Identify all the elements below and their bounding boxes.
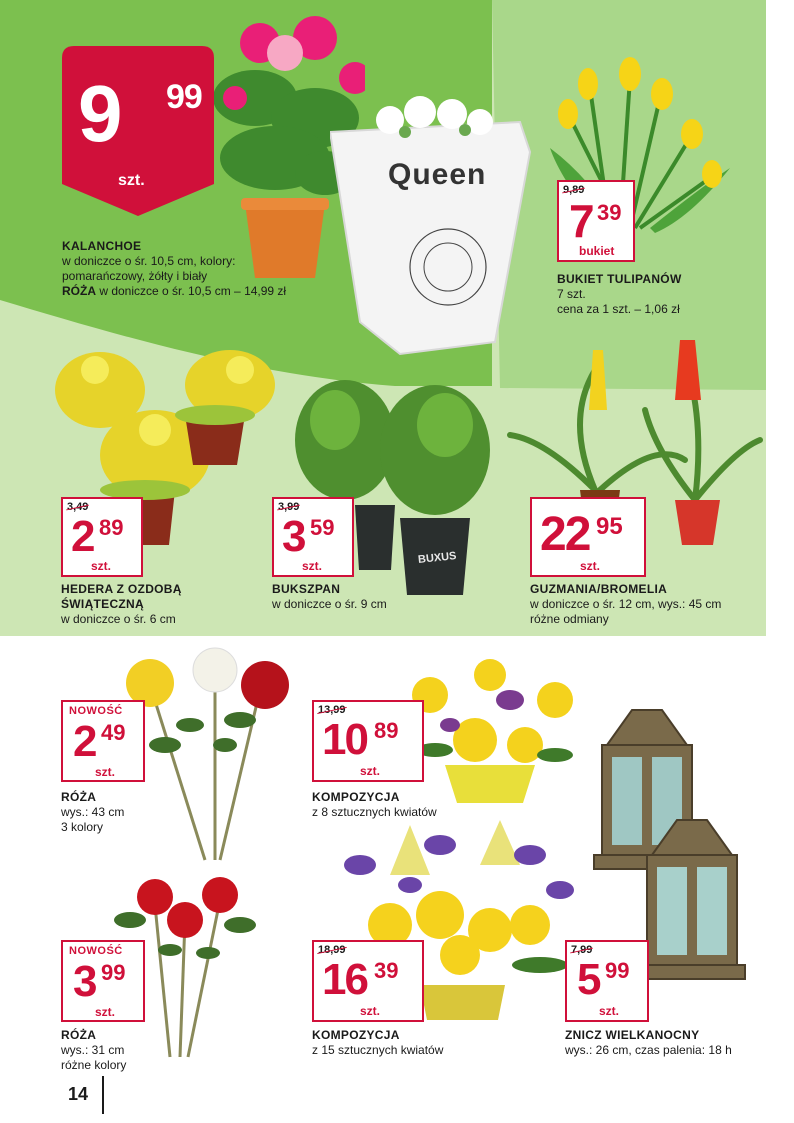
price-main: 5 [577, 955, 600, 1004]
price-main: 2 [73, 717, 96, 766]
product-desc-line: wys.: 26 cm, czas palenia: 18 h [565, 1043, 732, 1057]
price-tag-kompozycja15 [312, 940, 424, 1022]
caption-kompozycja15 [312, 1028, 443, 1058]
caption-guzmania [530, 582, 721, 627]
price-main: 16 [322, 955, 367, 1004]
price-unit: szt. [95, 765, 116, 779]
product-name: GUZMANIA/BROMELIA [530, 582, 668, 596]
caption-bukszpan [272, 582, 387, 612]
price-cents: 99 [166, 78, 202, 116]
price-tag-znicz [565, 940, 649, 1022]
price-cents: 95 [596, 513, 623, 540]
old-price: 9,89 [563, 184, 585, 196]
price-tag-tulipany [557, 180, 635, 262]
price-main: 10 [322, 715, 367, 764]
price-tag-roza43 [61, 700, 145, 782]
price-unit: szt. [302, 559, 323, 573]
product-desc-line: cena za 1 szt. – 1,06 zł [557, 302, 680, 316]
product-desc-line: w doniczce o śr. 12 cm, wys.: 45 cm [530, 597, 722, 611]
price-cents: 89 [374, 718, 399, 743]
composition-8-flowers-image [405, 655, 580, 805]
product-desc-line: różne odmiany [530, 612, 609, 626]
price-cents: 99 [605, 958, 630, 983]
price-unit: szt. [599, 1004, 620, 1018]
price-cents: 99 [101, 960, 126, 985]
caption-kalanchoe [62, 239, 286, 299]
page-number-divider [102, 1076, 104, 1114]
product-desc-line: z 8 sztucznych kwiatów [312, 805, 437, 819]
price-unit: szt. [95, 1005, 116, 1019]
price-main: 3 [73, 957, 96, 1006]
extra-bold-name: RÓŻA [62, 284, 96, 298]
price-unit: szt. [91, 559, 112, 573]
price-cents: 89 [99, 515, 124, 540]
buxus-pot-label: BUXUS [417, 550, 458, 566]
price-tag-guzmania [530, 497, 646, 577]
price-badge-kalanchoe [62, 46, 214, 216]
product-desc-line: w doniczce o śr. 10,5 cm, kolory: [62, 254, 236, 268]
price-unit: szt. [360, 1004, 381, 1018]
roses-three-colors-image [120, 645, 300, 865]
product-desc-line: z 15 sztucznych kwiatów [312, 1043, 444, 1057]
product-desc-line: wys.: 43 cm [61, 805, 125, 819]
new-badge: NOWOŚĆ [69, 705, 123, 717]
product-name: BUKSZPAN [272, 582, 341, 596]
price-unit: szt. [118, 172, 145, 189]
old-price: 18,99 [318, 944, 346, 956]
price-main: 7 [569, 195, 593, 247]
product-name: RÓŻA [61, 1028, 97, 1042]
queen-brand-label: Queen [388, 158, 487, 191]
price-tag-bukszpan [272, 497, 354, 577]
product-name: KALANCHOE [62, 239, 142, 253]
caption-hedera [61, 582, 182, 627]
caption-roza43 [61, 790, 124, 835]
price-main: 2 [71, 512, 94, 561]
price-unit: bukiet [579, 244, 615, 258]
price-main: 3 [282, 512, 305, 561]
product-name-line: ŚWIĄTECZNĄ [61, 597, 144, 611]
product-desc-line: w doniczce o śr. 9 cm [272, 597, 387, 611]
price-unit: szt. [360, 764, 381, 778]
product-name-line: HEDERA Z OZDOBĄ [61, 582, 182, 596]
price-tag-hedera [61, 497, 143, 577]
product-desc-line: 3 kolory [61, 820, 104, 834]
caption-tulipany [557, 272, 682, 317]
product-name: KOMPOZYCJA [312, 790, 400, 804]
price-unit: szt. [580, 559, 601, 573]
caption-roza31 [61, 1028, 126, 1073]
page-number: 14 [68, 1084, 89, 1104]
product-name: KOMPOZYCJA [312, 1028, 400, 1042]
queen-wrapped-pot-image [330, 92, 540, 364]
old-price: 13,99 [318, 704, 346, 716]
price-main: 9 [78, 69, 119, 158]
product-desc-line: wys.: 31 cm [61, 1043, 125, 1057]
old-price: 3,99 [278, 501, 300, 513]
price-cents: 59 [310, 515, 335, 540]
product-desc-line: w doniczce o śr. 6 cm [61, 612, 176, 626]
product-desc-line: różne kolory [61, 1058, 127, 1072]
price-tag-roza31 [61, 940, 145, 1022]
product-extra [62, 284, 286, 299]
product-desc-line: pomarańczowy, żółty i biały [62, 269, 208, 283]
product-name: BUKIET TULIPANÓW [557, 272, 682, 286]
extra-desc: w doniczce o śr. 10,5 cm – 14,99 zł [96, 284, 287, 298]
old-price: 3,49 [67, 501, 89, 513]
new-badge: NOWOŚĆ [69, 945, 123, 957]
product-desc-line: 7 szt. [557, 287, 586, 301]
price-cents: 39 [374, 958, 399, 983]
old-price: 7,99 [571, 944, 593, 956]
price-tag-kompozycja8 [312, 700, 424, 782]
price-cents: 39 [597, 200, 622, 225]
product-name: ZNICZ WIELKANOCNY [565, 1028, 700, 1042]
price-main: 22 [540, 508, 590, 561]
price-cents: 49 [101, 720, 126, 745]
caption-znicz [565, 1028, 732, 1058]
product-name: RÓŻA [61, 790, 97, 804]
